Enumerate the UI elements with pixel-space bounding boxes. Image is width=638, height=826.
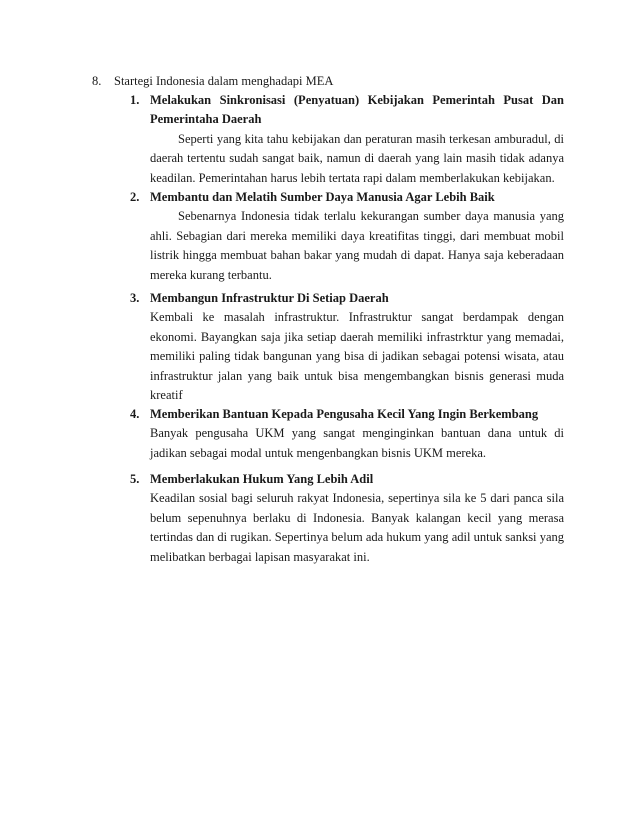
list-item — [130, 188, 564, 285]
item-number: 5. — [130, 472, 140, 486]
item-title: Membantu dan Melatih Sumber Daya Manusia Agar Lebih Baik — [150, 190, 495, 204]
item-title: Membangun Infrastruktur Di Setiap Daerah — [150, 291, 389, 305]
item-title: Memberikan Bantuan Kepada Pengusaha Kecil Yang Ingin Berkembang — [150, 407, 539, 421]
item-number: 1. — [130, 93, 140, 107]
item-body: Kembali ke masalah infrastruktur. Infrastruktur sangat berdampak dengan ekonomi. Bayangkan saja jika setiap daerah memiliki infrastrktur yang memadai, memiliki paling tidak bangunan yang bisa di jadikan sebagai potensi wisata, atau infrastruktur jalan yang baik untuk bisa mengembangkan bisnis generasi muda kreatif — [150, 310, 564, 403]
item-body: Keadilan sosial bagi seluruh rakyat Indonesia, sepertinya sila ke 5 dari panca sila belum sepenuhnya berlaku di Indonesia. Banyak kalangan kecil yang merasa tertindas dan di rugikan. Sepertinya belum ada hukum yang adil untuk sanksi yang melibatkan berbagai lapisan masyarakat ini. — [150, 491, 564, 564]
section-number: 8. — [92, 74, 102, 88]
item-number: 2. — [130, 190, 140, 204]
list-item — [130, 91, 564, 188]
item-title: Memberlakukan Hukum Yang Lebih Adil — [150, 472, 374, 486]
list-item — [130, 289, 564, 405]
item-body: Seperti yang kita tahu kebijakan dan peraturan masih terkesan amburadul, di daerah tertentu sudah sangat baik, namun di daerah yang lain masih tidak adanya keadilan. Pemerintahan harus lebih tertata rapi dalam memberlakukan kebijakan. — [150, 131, 564, 185]
item-number: 4. — [130, 407, 140, 421]
list-item — [130, 470, 564, 567]
item-title: Melakukan Sinkronisasi (Penyatuan) Kebijakan Pemerintah Pusat Dan Pemerintaha Daerah — [150, 93, 564, 127]
list-item — [130, 405, 564, 463]
section-title: Startegi Indonesia dalam menghadapi MEA — [114, 74, 334, 88]
item-body: Banyak pengusaha UKM yang sangat menginginkan bantuan dana untuk di jadikan sebagai modal untuk mengenbangkan bisnis UKM mereka. — [150, 426, 564, 460]
item-number: 3. — [130, 291, 140, 305]
section-heading — [92, 72, 333, 90]
item-body: Sebenarnya Indonesia tidak terlalu kekurangan sumber daya manusia yang ahli. Sebagian dari mereka memiliki daya kreatifitas tinggi, dari membuat mobil listrik hingga membuat bahan bakar yang mudah di dapat. Hanya saja keberadaan mereka kurang terbantu. — [150, 209, 564, 282]
